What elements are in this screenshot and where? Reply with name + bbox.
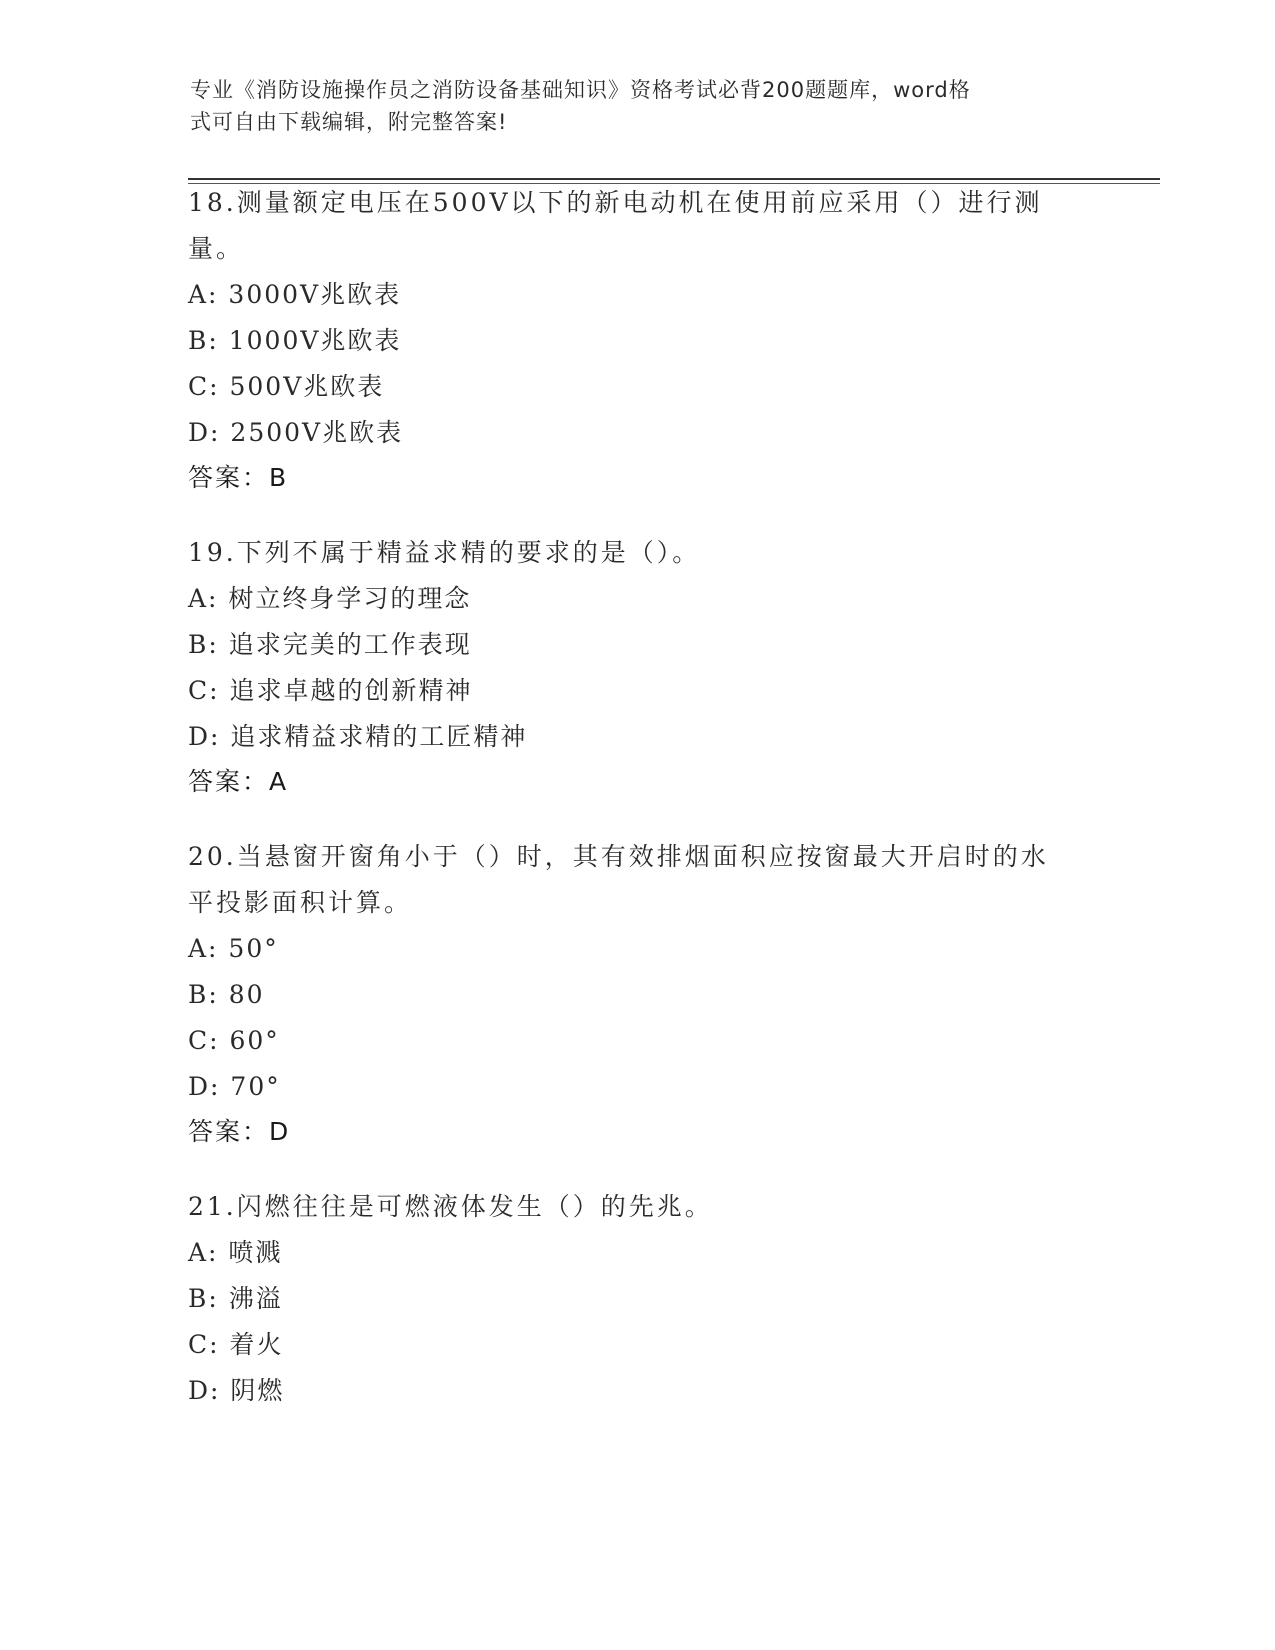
option-c: C: 60°: [188, 1026, 280, 1055]
option-a: A: 喷溅: [188, 1238, 283, 1267]
answer: 答案：B: [188, 463, 289, 492]
question-21: [188, 1184, 1088, 1414]
question-19: [188, 530, 1088, 804]
question-20: [188, 834, 1088, 1154]
document-header: [190, 74, 1090, 138]
question-18: [188, 180, 1088, 500]
option-a: A: 树立终身学习的理念: [188, 584, 472, 613]
question-stem-continued: 平投影面积计算。: [188, 888, 413, 917]
option-b: B: 80: [188, 980, 265, 1009]
answer: 答案：A: [188, 767, 289, 796]
option-d: D: 阴燃: [188, 1376, 285, 1405]
option-c: C: 追求卓越的创新精神: [188, 676, 473, 705]
header-title-line-1: 专业《消防设施操作员之消防设备基础知识》资格考试必背200题题库，word格: [190, 78, 971, 102]
option-d: D: 70°: [188, 1072, 281, 1101]
question-stem-continued: 量。: [188, 234, 245, 263]
option-a: A: 3000V兆欧表: [188, 280, 402, 309]
question-stem: 19.下列不属于精益求精的要求的是（）。: [188, 538, 701, 567]
option-b: B: 沸溢: [188, 1284, 283, 1313]
answer: 答案：D: [188, 1117, 291, 1146]
option-d: D: 追求精益求精的工匠精神: [188, 722, 528, 751]
option-c: C: 500V兆欧表: [188, 372, 385, 401]
question-stem: 18.测量额定电压在500V以下的新电动机在使用前应采用（）进行测: [188, 188, 1043, 217]
option-b: B: 1000V兆欧表: [188, 326, 402, 355]
header-title-line-2: 式可自由下载编辑，附完整答案!: [190, 110, 508, 134]
option-c: C: 着火: [188, 1330, 284, 1359]
option-b: B: 追求完美的工作表现: [188, 630, 472, 659]
option-a: A: 50°: [188, 934, 279, 963]
question-stem: 21.闪燃往往是可燃液体发生（）的先兆。: [188, 1192, 713, 1221]
option-d: D: 2500V兆欧表: [188, 418, 404, 447]
question-stem: 20.当悬窗开窗角小于（）时，其有效排烟面积应按窗最大开启时的水: [188, 842, 1049, 871]
